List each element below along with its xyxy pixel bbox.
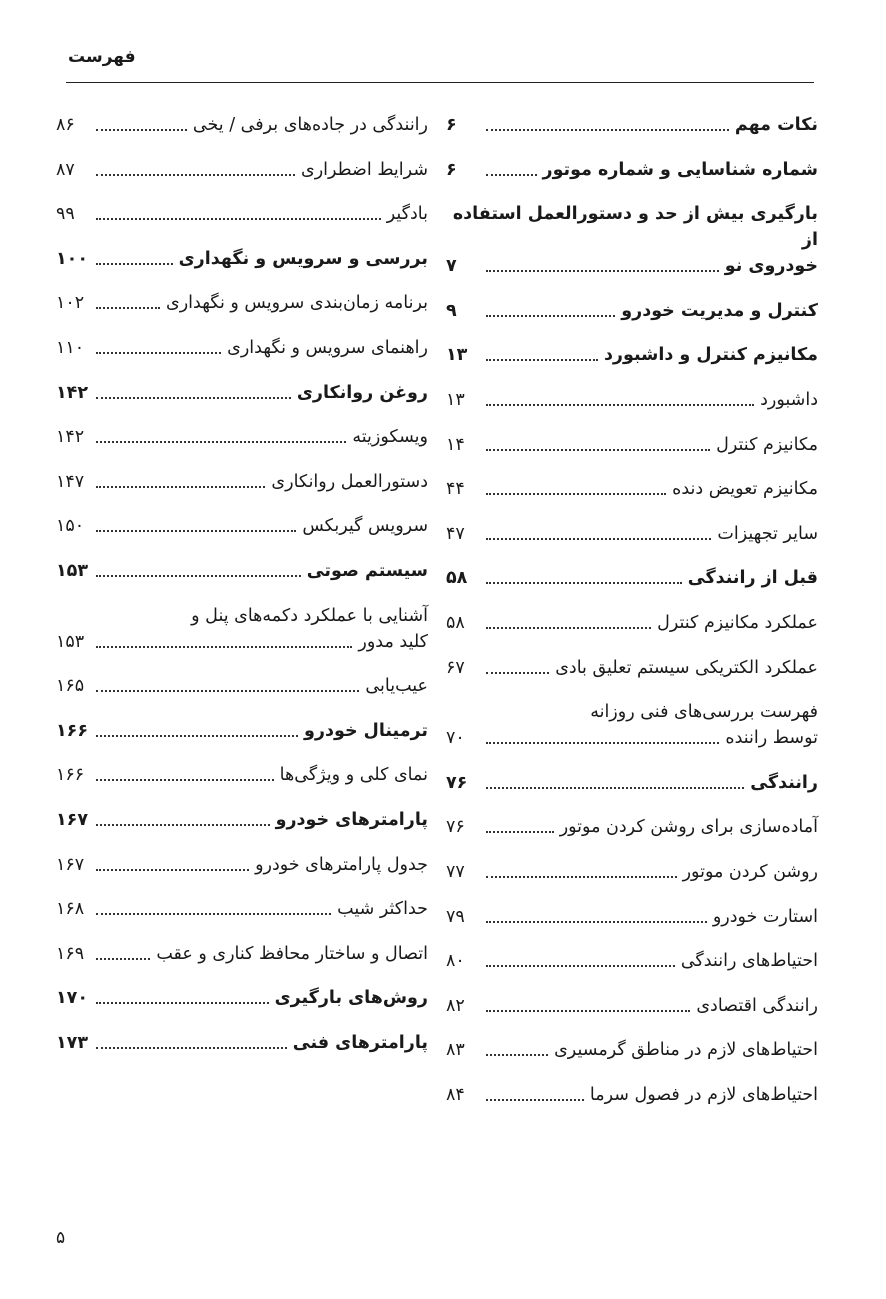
toc-entry-title: احتیاط‌های لازم در مناطق گرمسیری [554, 1040, 818, 1061]
toc-entry-title: روش‌های بارگیری [274, 988, 428, 1009]
dot-leader [486, 449, 710, 451]
dot-leader [96, 530, 296, 532]
toc-entry[interactable] [446, 655, 818, 681]
toc-entry-title: احتیاط‌های لازم در فصول سرما [589, 1084, 818, 1105]
toc-entry-page-number: ۶ [446, 115, 457, 135]
dot-leader [96, 174, 295, 176]
toc-column-left [56, 112, 428, 1074]
dot-leader [96, 690, 359, 692]
toc-entry-page-number: ۱۳ [446, 389, 465, 410]
page-number: ۵ [56, 1228, 66, 1248]
toc-entry-title: رانندگی [750, 772, 818, 793]
dot-leader [96, 486, 265, 488]
toc-entry-title: عملکرد مکانیزم کنترل [657, 612, 818, 633]
toc-entry-page-number: ۱۰۲ [56, 293, 85, 314]
toc-entry-title-line1: آشنایی با عملکرد دکمه‌های پنل و [191, 605, 428, 626]
toc-entry-title: ترمینال خودرو [304, 720, 428, 741]
dot-leader [486, 627, 651, 629]
toc-entry-title: نکات مهم [734, 115, 818, 135]
toc-entry-title: حداکثر شیب [337, 899, 428, 920]
toc-entry-title: دستورالعمل روانکاری [271, 471, 428, 492]
toc-entry-title: برنامه زمان‌بندی سرویس و نگهداری [166, 293, 428, 314]
dot-leader [96, 218, 381, 220]
dot-leader [486, 129, 729, 131]
toc-entry-page-number: ۷۶ [446, 772, 468, 793]
toc-entry-page-number: ۷ [446, 256, 457, 277]
toc-entry-page-number: ۹۹ [56, 204, 75, 225]
toc-entry[interactable] [446, 859, 818, 885]
toc-entry[interactable] [56, 380, 428, 406]
toc-entry-title-line2-row [446, 253, 818, 279]
toc-entry-title: پارامترهای فنی [292, 1032, 428, 1053]
toc-entry[interactable] [446, 770, 818, 796]
toc-entry[interactable] [446, 1082, 818, 1108]
toc-entry[interactable] [446, 476, 818, 502]
toc-entry[interactable] [446, 610, 818, 636]
toc-entry[interactable] [56, 424, 428, 450]
toc-entry-title: رانندگی اقتصادی [696, 995, 818, 1016]
toc-entry[interactable] [56, 335, 428, 361]
toc-entry[interactable] [56, 603, 428, 655]
toc-entry-page-number: ۱۶۸ [56, 899, 85, 920]
dot-leader [486, 742, 719, 744]
dot-leader [486, 582, 682, 584]
toc-entry[interactable] [56, 246, 428, 272]
toc-entry-title: سرویس گیربکس [302, 516, 428, 537]
dot-leader [486, 1099, 584, 1101]
dot-leader [96, 824, 270, 826]
toc-entry-page-number: ۱۵۳ [56, 631, 85, 652]
toc-entry-title-line2-row [446, 725, 818, 751]
toc-entry[interactable] [56, 201, 428, 227]
toc-entry-title: سیستم صوتی [306, 560, 428, 581]
dot-leader [486, 315, 615, 317]
toc-entry-title: اتصال و ساختار محافظ کناری و عقب [156, 943, 428, 964]
toc-entry[interactable] [56, 807, 428, 833]
toc-entry[interactable] [56, 1030, 428, 1056]
toc-entry-page-number: ۱۶۷ [56, 854, 85, 875]
toc-entry-page-number: ۱۴۷ [56, 471, 85, 492]
toc-entry-page-number: ۸۶ [56, 115, 75, 135]
toc-entry[interactable] [56, 469, 428, 495]
toc-entry[interactable] [56, 673, 428, 699]
dot-leader [96, 129, 187, 131]
toc-entry-page-number: ۱۷۳ [56, 1032, 89, 1053]
dot-leader [96, 646, 352, 648]
dot-leader [96, 441, 346, 443]
dot-leader [96, 263, 173, 265]
dot-leader [96, 352, 221, 354]
toc-entry[interactable] [446, 201, 818, 279]
toc-entry-title: مکانیزم تعویض دنده [672, 479, 818, 500]
toc-entry-title: روغن روانکاری [296, 382, 428, 403]
toc-entry-title: قبل از رانندگی [687, 568, 818, 589]
header-divider [66, 82, 814, 83]
toc-entry-title: کنترل و مدیریت خودرو [621, 300, 818, 321]
toc-entry[interactable] [446, 904, 818, 930]
toc-entry-title: نمای کلی و ویژگی‌ها [279, 765, 428, 786]
toc-entry[interactable] [56, 941, 428, 967]
dot-leader [96, 1047, 287, 1049]
toc-entry-title: توسط راننده [725, 728, 818, 749]
dot-leader [96, 735, 298, 737]
dot-leader [96, 958, 150, 960]
toc-entry-page-number: ۱۷۰ [56, 988, 89, 1009]
toc-entry-title: آماده‌سازی برای روشن کردن موتور [559, 817, 818, 838]
toc-entry-title: بررسی و سرویس و نگهداری [178, 248, 428, 269]
toc-entry-title: استارت خودرو [712, 906, 818, 927]
dot-leader [486, 174, 537, 176]
toc-entry[interactable] [446, 342, 818, 368]
toc-entry-page-number: ۱۴۲ [56, 382, 89, 403]
toc-entry[interactable] [446, 112, 818, 138]
dot-leader [486, 493, 666, 495]
toc-entry-page-number: ۸۲ [446, 995, 465, 1016]
toc-entry[interactable] [56, 157, 428, 183]
toc-entry-page-number: ۱۶۶ [56, 765, 85, 786]
toc-entry-title: عملکرد الکتریکی سیستم تعلیق بادی [555, 657, 818, 678]
toc-entry[interactable] [56, 558, 428, 584]
toc-entry-title: راهنمای سرویس و نگهداری [227, 337, 428, 358]
dot-leader [486, 538, 711, 540]
dot-leader [486, 404, 754, 406]
toc-entry-page-number: ۱۵۰ [56, 516, 85, 537]
dot-leader [486, 831, 554, 833]
dot-leader [486, 672, 549, 674]
toc-entry-title: احتیاط‌های رانندگی [680, 951, 818, 972]
toc-entry[interactable] [446, 432, 818, 458]
toc-entry-title: بادگیر [386, 204, 428, 225]
page-title: فهرست [68, 47, 136, 67]
toc-entry-page-number: ۱۶۵ [56, 676, 85, 697]
dot-leader [96, 1002, 269, 1004]
toc-entry-page-number: ۱۶۷ [56, 809, 89, 830]
toc-entry-page-number: ۶۷ [446, 657, 465, 678]
toc-entry[interactable] [446, 993, 818, 1019]
toc-entry-title: پارامترهای خودرو [275, 809, 428, 830]
toc-entry-title: ویسکوزیته [352, 427, 428, 448]
toc-entry-title-line1: فهرست بررسی‌های فنی روزانه [590, 702, 818, 723]
toc-entry-title: خودروی نو [724, 256, 818, 277]
dot-leader [486, 876, 677, 878]
toc-entry[interactable] [446, 387, 818, 413]
toc-entry[interactable] [446, 521, 818, 547]
toc-entry[interactable] [56, 112, 428, 138]
toc-entry-title: جدول پارامترهای خودرو [255, 854, 428, 875]
toc-entry-page-number: ۱۶۹ [56, 943, 85, 964]
dot-leader [486, 270, 719, 272]
dot-leader [486, 921, 707, 923]
dot-leader [96, 575, 301, 577]
toc-column-right [446, 112, 818, 1126]
dot-leader [96, 397, 291, 399]
toc-entry[interactable] [446, 948, 818, 974]
toc-entry-page-number: ۷۶ [446, 817, 465, 838]
toc-entry[interactable] [446, 699, 818, 751]
toc-entry-title: داشبورد [760, 389, 818, 410]
toc-entry[interactable] [446, 1037, 818, 1063]
toc-entry-page-number: ۸۴ [446, 1084, 465, 1105]
toc-entry[interactable] [446, 814, 818, 840]
toc-entry-page-number: ۶ [446, 159, 457, 180]
toc-entry[interactable] [56, 718, 428, 744]
dot-leader [486, 965, 675, 967]
toc-entry[interactable] [56, 290, 428, 316]
toc-entry-title: رانندگی در جاده‌های برفی / یخی [192, 115, 428, 135]
dot-leader [486, 787, 744, 789]
toc-entry-page-number: ۷۹ [446, 906, 465, 927]
toc-entry-page-number: ۴۷ [446, 523, 465, 544]
toc-entry[interactable] [56, 513, 428, 539]
toc-entry-title: مکانیزم کنترل [716, 434, 818, 455]
toc-entry-title: کلید مدور [358, 631, 428, 652]
dot-leader [486, 359, 598, 361]
toc-entry-page-number: ۹ [446, 300, 457, 321]
toc-entry-page-number: ۱۴۲ [56, 427, 85, 448]
toc-entry-title: عیب‌یابی [365, 676, 428, 697]
toc-entry-title: شرایط اضطراری [301, 159, 428, 180]
toc-entry-title-line2-row [56, 629, 428, 655]
dot-leader [96, 307, 160, 309]
toc-entry-page-number: ۸۰ [446, 951, 465, 972]
toc-entry[interactable] [56, 762, 428, 788]
toc-entry[interactable] [56, 896, 428, 922]
toc-entry-page-number: ۴۴ [446, 479, 465, 500]
toc-entry-page-number: ۸۳ [446, 1040, 465, 1061]
dot-leader [486, 1054, 548, 1056]
toc-entry-title: سایر تجهیزات [717, 523, 818, 544]
toc-entry[interactable] [56, 985, 428, 1011]
toc-entry-page-number: ۸۷ [56, 159, 75, 180]
toc-entry-page-number: ۷۰ [446, 728, 465, 749]
dot-leader [486, 1010, 690, 1012]
toc-entry-page-number: ۵۸ [446, 568, 468, 589]
toc-entry-title: شماره شناسایی و شماره موتور [542, 159, 818, 180]
toc-entry-page-number: ۱۰۰ [56, 248, 89, 269]
toc-entry-page-number: ۱۴ [446, 434, 465, 455]
toc-entry-page-number: ۵۸ [446, 612, 465, 633]
toc-entry[interactable] [446, 298, 818, 324]
toc-entry-page-number: ۱۶۶ [56, 720, 89, 741]
toc-entry-page-number: ۱۳ [446, 345, 468, 366]
toc-entry-title: مکانیزم کنترل و داشبورد [603, 345, 818, 366]
toc-entry-page-number: ۷۷ [446, 861, 465, 882]
toc-entry-page-number: ۱۱۰ [56, 337, 85, 358]
toc-entry-title: روشن کردن موتور [682, 861, 818, 882]
toc-entry[interactable] [446, 157, 818, 183]
toc-entry[interactable] [56, 852, 428, 878]
toc-entry[interactable] [446, 565, 818, 591]
toc-entry-page-number: ۱۵۳ [56, 560, 89, 581]
dot-leader [96, 869, 249, 871]
toc-entry-title-line1: بارگیری بیش از حد و دستورالعمل استفاده از [452, 204, 818, 251]
dot-leader [96, 779, 274, 781]
dot-leader [96, 913, 331, 915]
